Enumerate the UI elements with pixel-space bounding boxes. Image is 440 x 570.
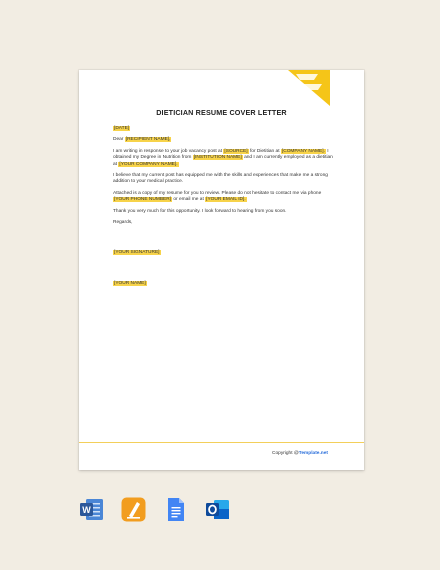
svg-text:W: W [82,505,91,515]
p3-text-b: or email me at [173,197,204,203]
p1-text-a: I am writing in response to your job vacancy post at [113,148,223,154]
brand-corner-icon [288,70,330,106]
microsoft-word-icon[interactable] [79,497,104,522]
document-page [79,70,364,470]
date-placeholder: [DATE] [114,126,130,131]
p3-text-a: Attached is a copy of my resume for you to review. Please do not hesitate to contact me via phone [113,190,322,196]
company-placeholder: [COMPANY NAME]. [281,148,325,154]
name-placeholder: [YOUR NAME] [114,280,146,286]
signature-placeholder: [YOUR SIGNATURE] [114,250,160,256]
phone-placeholder: [YOUR PHONE NUMBER] [114,197,172,203]
copyright-text: Copyright @ [272,451,299,456]
institution-placeholder: [INSTITUTION NAME] [193,155,242,161]
footer-divider [79,442,364,443]
copyright-footer [272,451,328,456]
microsoft-outlook-icon[interactable] [205,497,230,522]
your-company-placeholder: [YOUR COMPANY NAME]. [119,161,178,167]
p1-text-c: I obtained my Degree in Nutrition from [113,148,329,161]
closing: Regards, [113,220,133,226]
template-net-link[interactable]: Template.net [298,451,328,456]
p1-text-d: and I am currently employed as a dietitian at [113,155,333,167]
apple-pages-icon[interactable] [121,497,146,522]
paragraph-1 [113,149,335,168]
recipient-placeholder: [RECIPIENT NAME], [125,137,171,143]
salutation: Dear [113,137,124,143]
google-docs-icon[interactable] [163,497,188,522]
paragraph-4: Thank you very much for this opportunity. I look forward to hearing from you soon. [113,208,287,214]
document-title: DIETICIAN RESUME COVER LETTER [156,108,287,117]
letter-body [113,126,335,287]
app-icons-row [79,497,230,522]
source-placeholder: [SOURCE] [224,148,248,154]
email-placeholder: [YOUR EMAIL ID]. [206,197,246,203]
paragraph-2: I believe that my current post has equipped me with the skills and experiences that make me a strong addition to your medical practice. [113,173,328,185]
paragraph-3 [113,191,335,204]
p1-text-b: for Dietitian at [249,148,280,154]
